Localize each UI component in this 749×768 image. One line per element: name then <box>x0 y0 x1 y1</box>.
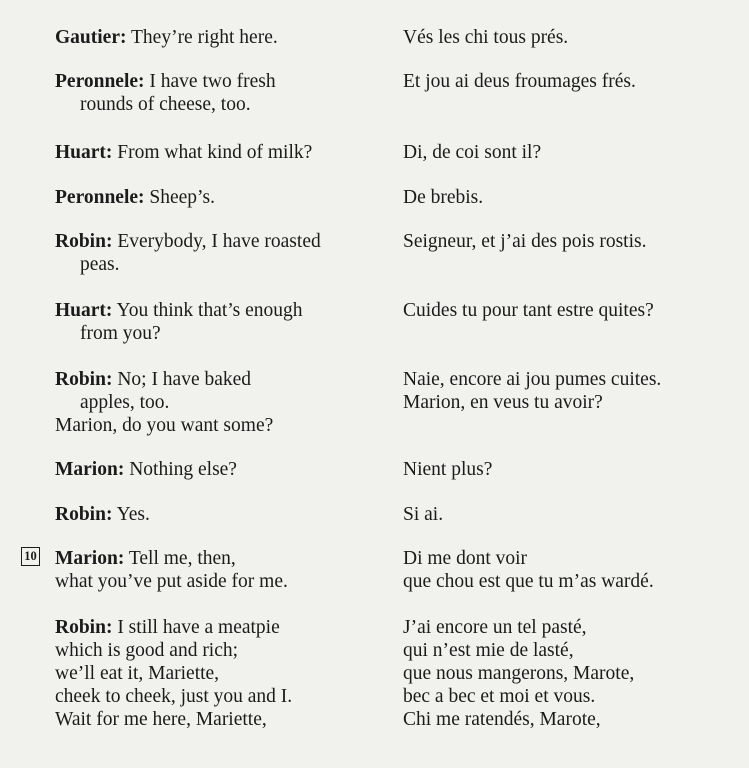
dialogue-text: from you? <box>80 323 161 344</box>
english-line <box>55 547 236 570</box>
french-line: Nient plus? <box>403 459 493 480</box>
dialogue-text: apples, too. <box>80 392 170 413</box>
french-line: que nous mangerons, Marote, <box>403 663 635 684</box>
french-line: Di, de coi sont il? <box>403 142 542 163</box>
english-line <box>55 685 292 708</box>
speaker-name: Huart: <box>55 142 113 163</box>
french-line: Cuides tu pour tant estre quites? <box>403 300 654 321</box>
dialogue-text: rounds of cheese, too. <box>80 94 251 115</box>
english-line <box>55 708 267 731</box>
english-line <box>55 299 303 322</box>
dialogue-text: Yes. <box>112 504 150 525</box>
english-line <box>55 70 276 93</box>
english-line <box>55 322 161 345</box>
dialogue-text: You think that’s enough <box>112 300 303 321</box>
french-line: bec a bec et moi et vous. <box>403 686 596 707</box>
english-line <box>55 639 238 662</box>
dialogue-text: Sheep’s. <box>144 187 215 208</box>
dialogue-text: Tell me, then, <box>124 548 236 569</box>
english-line <box>55 458 237 481</box>
speaker-name: Robin: <box>55 369 113 390</box>
dialogue-text: what you’ve put aside for me. <box>55 571 288 592</box>
french-line: qui n’est mie de lasté, <box>403 640 574 661</box>
dialogue-text: Marion, do you want some? <box>55 415 274 436</box>
speaker-name: Peronnele: <box>55 71 145 92</box>
french-line: Chi me ratendés, Marote, <box>403 709 601 730</box>
dialogue-text: cheek to cheek, just you and I. <box>55 686 293 707</box>
speaker-name: Gautier: <box>55 27 127 48</box>
english-line <box>55 26 278 49</box>
speaker-name: Huart: <box>55 300 113 321</box>
dialogue-text: They’re right here. <box>126 27 278 48</box>
dialogue-text: Wait for me here, Mariette, <box>55 709 267 730</box>
speaker-name: Robin: <box>55 617 113 638</box>
english-line <box>55 662 219 685</box>
english-line <box>55 230 321 253</box>
english-line <box>55 414 273 437</box>
dialogue-text: From what kind of milk? <box>112 142 313 163</box>
french-line: Et jou ai deus froumages frés. <box>403 71 636 92</box>
dialogue-text: No; I have baked <box>112 369 252 390</box>
dialogue-text: Everybody, I have roasted <box>112 231 321 252</box>
english-line <box>55 186 215 209</box>
english-line <box>55 368 251 391</box>
dialogue-text: which is good and rich; <box>55 640 239 661</box>
speaker-name: Peronnele: <box>55 187 145 208</box>
french-line: Seigneur, et j’ai des pois rostis. <box>403 231 647 252</box>
english-line <box>55 253 120 276</box>
french-line: Naie, encore ai jou pumes cuites. <box>403 369 662 390</box>
speaker-name: Marion: <box>55 548 125 569</box>
dialogue-text: I have two fresh <box>144 71 276 92</box>
french-line: Si ai. <box>403 504 444 525</box>
english-line <box>55 616 280 639</box>
english-line <box>55 141 312 164</box>
french-line: Marion, en veus tu avoir? <box>403 392 603 413</box>
french-line: J’ai encore un tel pasté, <box>403 617 587 638</box>
speaker-name: Robin: <box>55 504 113 525</box>
english-line <box>55 391 169 414</box>
french-line: De brebis. <box>403 187 484 208</box>
english-line <box>55 93 251 116</box>
french-line: que chou est que tu m’as wardé. <box>403 571 654 592</box>
dialogue-text: we’ll eat it, Mariette, <box>55 663 220 684</box>
line-number-box: 10 <box>21 547 40 566</box>
bleed-through <box>380 40 384 58</box>
speaker-name: Robin: <box>55 231 113 252</box>
french-line: Vés les chi tous prés. <box>403 27 569 48</box>
dialogue-text: peas. <box>80 254 120 275</box>
speaker-name: Marion: <box>55 459 125 480</box>
dialogue-text: Nothing else? <box>124 459 237 480</box>
dialogue-text: I still have a meatpie <box>112 617 280 638</box>
english-line <box>55 570 288 593</box>
english-line <box>55 503 150 526</box>
french-line: Di me dont voir <box>403 548 528 569</box>
